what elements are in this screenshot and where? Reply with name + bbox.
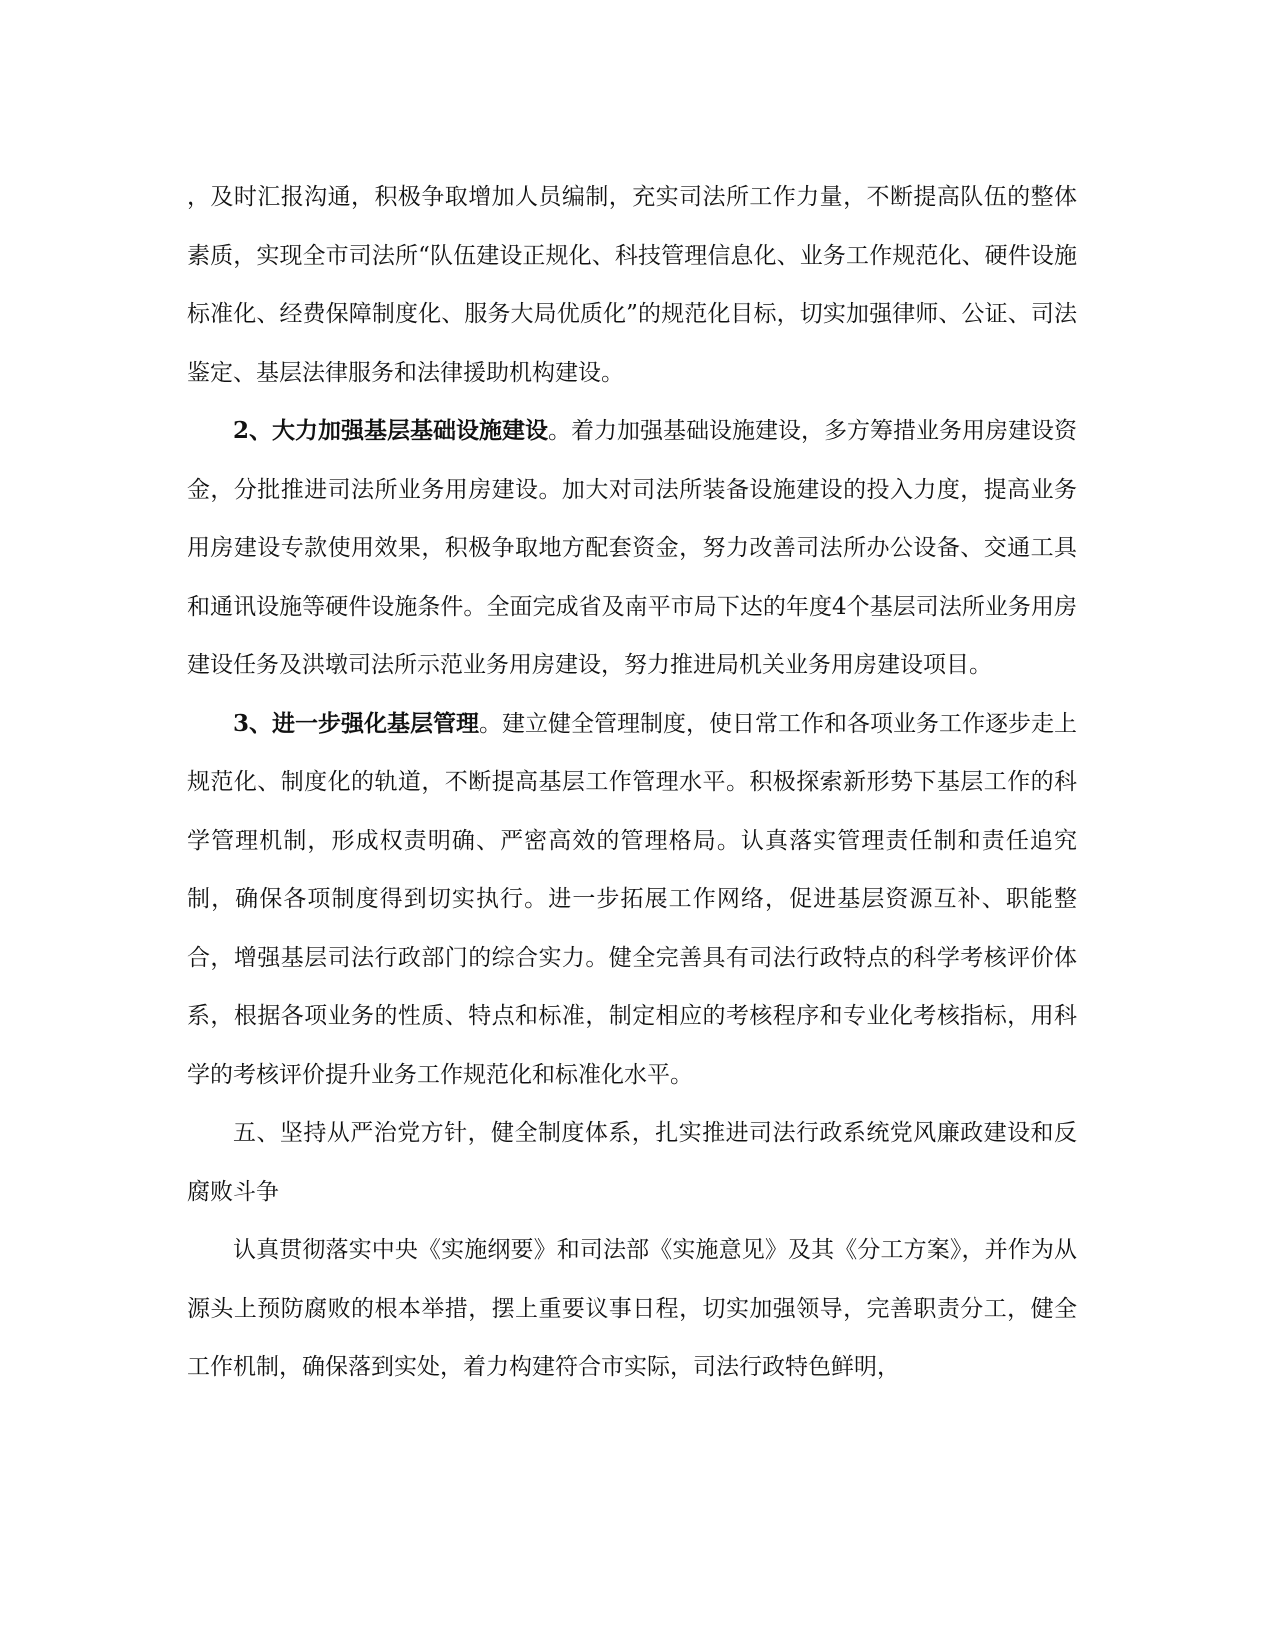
paragraph-text: 。着力加强基础设施建设，多方筹措业务用房建设资金，分批推进司法所业务用房建设。加大对司法所装备设施建设的投入力度，提高业务用房建设专款使用效果，积极争取地方配套资金，努力改善司法所办公设备、交通工具和通讯设施等硬件设施条件。全面完成省及南平市局下达的年度4个基层司法所业务用房建设任务及洪墩司法所示范业务用房建设，努力推进局机关业务用房建设项目。 xyxy=(187,418,1078,678)
section-heading-text: 五、坚持从严治党方针，健全制度体系，扎实推进司法行政系统党风廉政建设和反腐败斗争 xyxy=(187,1120,1077,1205)
paragraph-5 xyxy=(187,1221,1077,1397)
paragraph-1 xyxy=(187,168,1077,402)
document-body xyxy=(187,168,1077,1397)
paragraph-text: 认真贯彻落实中央《实施纲要》和司法部《实施意见》及其《分工方案》，并作为从源头上预防腐败的根本举措，摆上重要议事日程，切实加强领导，完善职责分工，健全工作机制，确保落到实处，着力构建符合市实际，司法行政特色鲜明， xyxy=(187,1237,1077,1380)
paragraph-text: ，及时汇报沟通，积极争取增加人员编制，充实司法所工作力量，不断提高队伍的整体素质，实现全市司法所“队伍建设正规化、科技管理信息化、业务工作规范化、硬件设施标准化、经费保障制度化、服务大局优质化”的规范化目标，切实加强律师、公证、司法鉴定、基层法律服务和法律援助机构建设。 xyxy=(187,184,1077,386)
paragraph-heading: 3、进一步强化基层管理 xyxy=(233,709,480,737)
paragraph-heading: 2、大力加强基层基础设施建设 xyxy=(233,417,549,444)
section-heading xyxy=(187,1104,1077,1221)
paragraph-text: 。建立健全管理制度，使日常工作和各项业务工作逐步走上规范化、制度化的轨道，不断提高基层工作管理水平。积极探索新形势下基层工作的科学管理机制，形成权责明确、严密高效的管理格局。认真落实管理责任制和责任追究制，确保各项制度得到切实执行。进一步拓展工作网络，促进基层资源互补、职能整合，增强基层司法行政部门的综合实力。健全完善具有司法行政特点的科学考核评价体系，根据各项业务的性质、特点和标准，制定相应的考核程序和专业化考核指标，用科学的考核评价提升业务工作规范化和标准化水平。 xyxy=(187,710,1078,1088)
paragraph-3 xyxy=(187,695,1077,1105)
paragraph-2 xyxy=(187,402,1077,695)
